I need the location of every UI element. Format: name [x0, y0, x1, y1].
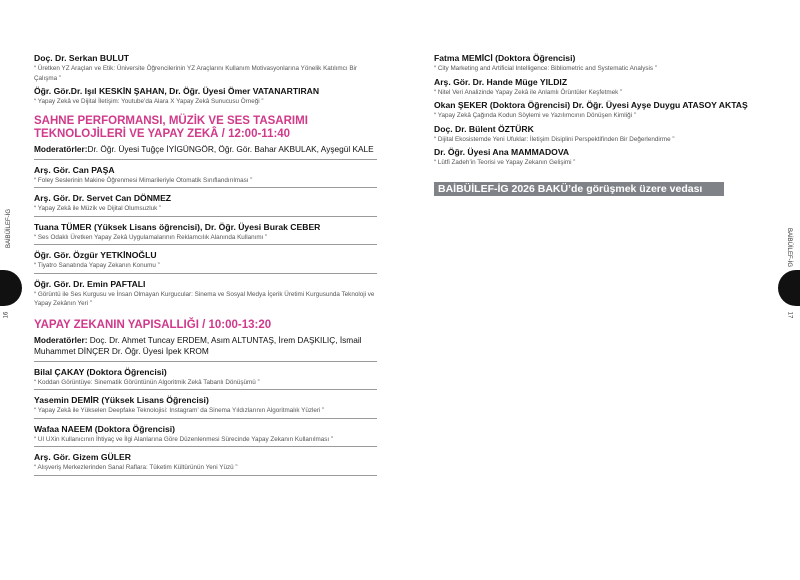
speaker-name: Dr. Öğr. Üyesi Ana MAMMADOVA — [434, 147, 570, 157]
side-label-right: BAİBÜİLEF-İG — [786, 228, 792, 268]
divider — [34, 418, 377, 419]
talk-title: “ Foley Seslerinin Makine Öğrenmesi Mimarileriyle Otomatik Sınıflandırılması ” — [34, 176, 253, 184]
divider — [34, 389, 377, 390]
session-heading: YAPAY ZEKANIN YAPISALLIĞI / 10:00-13:20 — [34, 318, 272, 331]
talk-title: “ Koddan Görüntüye: Sinematik Görüntünün Algoritmik Zekâ Tabanlı Dönüşümü ” — [34, 378, 260, 386]
talk-title: “ Görüntü ile Ses Kurgusu ve İnsan Olmayan Kurgucular: Sinema ve Sosyal Medya İçerik Üretimi Kurgusunda Teknoloji ve Yapay Zekânın Yeri ” — [34, 290, 375, 307]
speaker-name: Arş. Gör. Gizem GÜLER — [34, 452, 131, 462]
talk-title: “ Alışveriş Merkezlerinden Sanal Raflara: Tüketim Kültürünün Yeni Yüzü ” — [34, 464, 238, 471]
speaker-name: Doç. Dr. Serkan BULUT — [34, 53, 130, 63]
session-heading: SAHNE PERFORMANSI, MÜZİK VE SES TASARIMI TEKNOLOJİLERİ VE YAPAY ZEKÂ / 12:00-11:40 — [34, 114, 308, 140]
moderators-label: Moderatörler: — [34, 143, 88, 154]
speaker-name: Tuana TÜMER (Yüksek Lisans öğrencisi), Dr. Öğr. Üyesi Burak CEBER — [34, 221, 321, 232]
talk-title: “ Dijital Ekosistemde Yeni Ufuklar: İletişim Disiplini Perspektifinden Bir Değerlendirme ” — [434, 135, 675, 143]
speaker-name: Arş. Gör. Dr. Hande Müge YILDIZ — [434, 76, 568, 87]
talk-title: “ Yapay Zekâ ve Dijital İletişim: Youtube’da Alara X Yapay Zekâ Sunucusu Örneği ” — [34, 98, 264, 105]
page-number-left: 16 — [3, 311, 10, 319]
moderators — [34, 335, 377, 357]
divider — [34, 159, 377, 160]
speaker-name: Doç. Dr. Bülent ÖZTÜRK — [434, 123, 534, 134]
talk-title: “ Ses Odaklı Üretken Yapay Zekâ Uygulamalarının Reklamcılık Alanında Kullanımı ” — [34, 233, 268, 241]
divider — [34, 244, 377, 245]
divider — [34, 273, 377, 274]
divider — [34, 475, 377, 476]
speaker-name: Wafaa NAEEM (Doktora Öğrencisi) — [34, 423, 176, 434]
speaker-name: Öğr. Gör. Dr. Emin PAFTALI — [34, 278, 146, 289]
talk-title: “ Tiyatro Sanatında Yapay Zekanın Konumu ” — [34, 262, 160, 269]
moderators-names: Doç. Dr. Ahmet Tuncay ERDEM, Asım ALTUNTAŞ, İrem DAŞKILIÇ, İsmail Muhammet DİNÇER Dr. Öğr. Üyesi İpek KROM — [34, 334, 362, 356]
talk-title: “ Lütfi Zadeh’in Teorisi ve Yapay Zekanın Gelişimi ” — [434, 159, 576, 166]
talk-title: “ Yapay Zekâ Çağında Kodun Söylemi ve Yazılımcının Dönüşen Kimliği ” — [434, 112, 636, 119]
speaker-name: Öğr. Gör. Özgür YETKİNOĞLU — [34, 250, 157, 260]
moderators-names: Dr. Öğr. Üyesi Tuğçe İYİGÜNGÖR, Öğr. Gör. Bahar AKBULAK, Ayşegül KALE — [87, 143, 374, 154]
speaker-name: Fatma MEMİCİ (Doktora Öğrencisi) — [434, 53, 576, 63]
talk-title: “ City Marketing and Artificial Intelligence: Bibliometric and Systematic Analysis ” — [434, 65, 657, 72]
speaker-name: Yasemin DEMİR (Yüksek Lisans Öğrencisi) — [34, 395, 209, 405]
moderators-label: Moderatörler: — [34, 334, 88, 345]
talk-title: “ Yapay Zekâ ile Yükselen Deepfake Teknolojisi: Instagram’ da Sinema Yıldızlarının Algoritmalık Yüzleri ” — [34, 407, 325, 414]
divider — [34, 446, 377, 447]
page-number-right: 17 — [786, 311, 793, 319]
speaker-name: Öğr. Gör.Dr. Işıl KESKİN ŞAHAN, Dr. Öğr. Üyesi Ömer VATANARTIRAN — [34, 86, 320, 96]
speaker-name: Arş. Gör. Dr. Servet Can DÖNMEZ — [34, 193, 172, 203]
left-column — [34, 52, 377, 480]
left-intro — [34, 52, 377, 107]
right-column — [434, 52, 779, 197]
divider — [34, 361, 377, 362]
talk-title: “ Yapay Zekâ ile Müzik ve Dijital Olumsuzluk ” — [34, 205, 162, 212]
side-label-left: BAİBÜİLEF-İG — [6, 208, 12, 248]
talk-title: “ Nitel Veri Analizinde Yapay Zekâ ile Anlamlı Örüntüler Keşfetmek ” — [434, 88, 623, 96]
talk-title: “ UI UXin Kullanıcının İhtiyaç ve İlgi Alanlarına Göre Düzenlenmesi Sürecinde Yapay Zekanın Kullanılması ” — [34, 435, 334, 443]
divider — [34, 216, 377, 217]
speaker-name: Bilal ÇAKAY (Doktora Öğrencisi) — [34, 366, 167, 377]
speaker-name: Arş. Gör. Can PAŞA — [34, 164, 115, 175]
divider — [34, 187, 377, 188]
talk-title: “ Üretken YZ Araçları ve Etik: Üniversite Öğrencilerinin YZ Araçlarını Kullanım Motivasyonlarına Yönelik Katılımcı Bir Çalışma ” — [34, 65, 358, 82]
moderators — [34, 144, 377, 155]
speaker-name: Okan ŞEKER (Doktora Öğrencisi) Dr. Öğr. Üyesi Ayşe Duygu ATASOY AKTAŞ — [434, 100, 748, 110]
farewell-banner: BAİBÜİLEF-İG 2026 BAKÜ’de görüşmek üzere vedası — [434, 182, 724, 196]
